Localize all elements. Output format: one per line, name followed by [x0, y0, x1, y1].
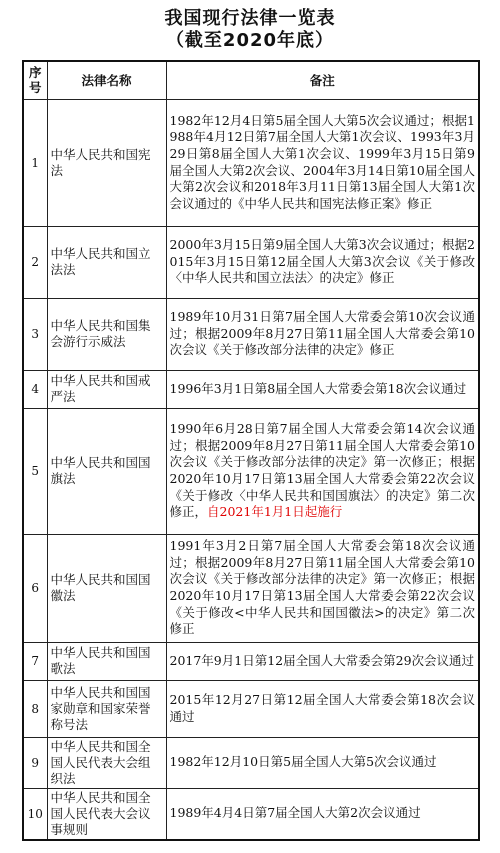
law-note-text: 1996年3月1日第8届全国人大常委会第18次会议通过: [169, 380, 467, 396]
law-note-text: 2000年3月15日第9届全国人大第3次会议通过；根据2015年3月15日第12届全国人大第3次会议《关于修改〈中华人民共和国立法法〉的决定》修正: [169, 237, 475, 286]
law-note: [166, 226, 479, 298]
law-note-text: 1989年4月4日第7届全国人大第2次会议通过: [169, 805, 421, 821]
row-number: 10: [23, 788, 47, 840]
row-number: 1: [23, 99, 47, 226]
row-number: 9: [23, 737, 47, 788]
table-row: [23, 788, 479, 840]
law-name: 中华人民共和国戒严法: [47, 370, 166, 408]
law-note: [166, 737, 479, 788]
law-note-text: 2015年12月27日第12届全国人大常委会第18次会议通过: [169, 691, 475, 724]
table-row: [23, 226, 479, 298]
law-note: [166, 788, 479, 840]
law-note-text: 1990年6月28日第7届全国人大常委会第14次会议通过；根据2009年8月27日第11届全国人大常委会第10次会议《关于修改部分法律的决定》第一次修正；根据2020年10月17日第13届全国人大常委会第22次会议《关于修改〈中华人民共和国国旗法〉的决定》第二次修正，: [169, 421, 475, 520]
row-number: 6: [23, 534, 47, 642]
law-name: 中华人民共和国国旗法: [47, 408, 166, 534]
table-row: [23, 680, 479, 737]
table-row: [23, 99, 479, 226]
row-number: 5: [23, 408, 47, 534]
law-note: [166, 99, 479, 226]
table-row: [23, 534, 479, 642]
law-note-text: 1989年10月31日第7届全国人大常委会第10次会议通过；根据2009年8月27日第11届全国人大常委会第10次会议《关于修改部分法律的决定》修正: [169, 309, 475, 358]
law-note-text: 1991年3月2日第7届全国人大常委会第18次会议通过；根据2009年8月27日第11届全国人大常委会第10次会议《关于修改部分法律的决定》第一次修正；根据2020年10月17日第13届全国人大常委会第22次会议《关于修改<中华人民共和国国徽法>的决定》第二次修正: [169, 538, 475, 637]
row-number: 2: [23, 226, 47, 298]
law-name: 中华人民共和国立法法: [47, 226, 166, 298]
row-number: 3: [23, 298, 47, 370]
header-note: 备注: [166, 61, 479, 99]
table-row: [23, 298, 479, 370]
row-number: 7: [23, 642, 47, 680]
title-line-1: 我国现行法律一览表: [164, 8, 336, 29]
law-note-text: 1982年12月10日第5届全国人大第5次会议通过: [169, 754, 437, 770]
document-title: [22, 8, 478, 60]
law-name: 中华人民共和国国徽法: [47, 534, 166, 642]
law-name: 中华人民共和国宪法: [47, 99, 166, 226]
header-name: 法律名称: [47, 61, 166, 99]
table-row: [23, 370, 479, 408]
law-note: [166, 298, 479, 370]
law-name: 中华人民共和国国歌法: [47, 642, 166, 680]
header-num: 序号: [23, 61, 47, 99]
law-note: [166, 408, 479, 534]
table-row: [23, 408, 479, 534]
law-name: 中华人民共和国全国人民代表大会议事规则: [47, 788, 166, 840]
row-number: 8: [23, 680, 47, 737]
law-note: [166, 534, 479, 642]
law-note: [166, 680, 479, 737]
title-line-2: （截至2020年底）: [165, 30, 335, 51]
table-body: [23, 99, 479, 840]
table-header-row: [23, 61, 479, 99]
law-name: 中华人民共和国全国人民代表大会组织法: [47, 737, 166, 788]
law-table: [22, 60, 480, 841]
law-name: 中华人民共和国国家勋章和国家荣誉称号法: [47, 680, 166, 737]
law-note: [166, 642, 479, 680]
law-note-text: 1982年12月4日第5届全国人大第5次会议通过；根据1988年4月12日第7届全国人大第1次会议、1993年3月29日第8届全国人大第1次会议、1999年3月15日第9届全国人大第2次会议、2004年3月14日第10届全国人大第2次会议和2018年3月11日第13届全国人大第1次会议通过的《中华人民共和国宪法修正案》修正: [169, 112, 475, 211]
table-row: [23, 737, 479, 788]
law-note-text: 2017年9月1日第12届全国人大常委会第29次会议通过: [169, 652, 475, 668]
law-note: [166, 370, 479, 408]
law-name: 中华人民共和国集会游行示威法: [47, 298, 166, 370]
row-number: 4: [23, 370, 47, 408]
law-note-highlight: 自2021年1月1日起施行: [207, 504, 343, 520]
table-row: [23, 642, 479, 680]
